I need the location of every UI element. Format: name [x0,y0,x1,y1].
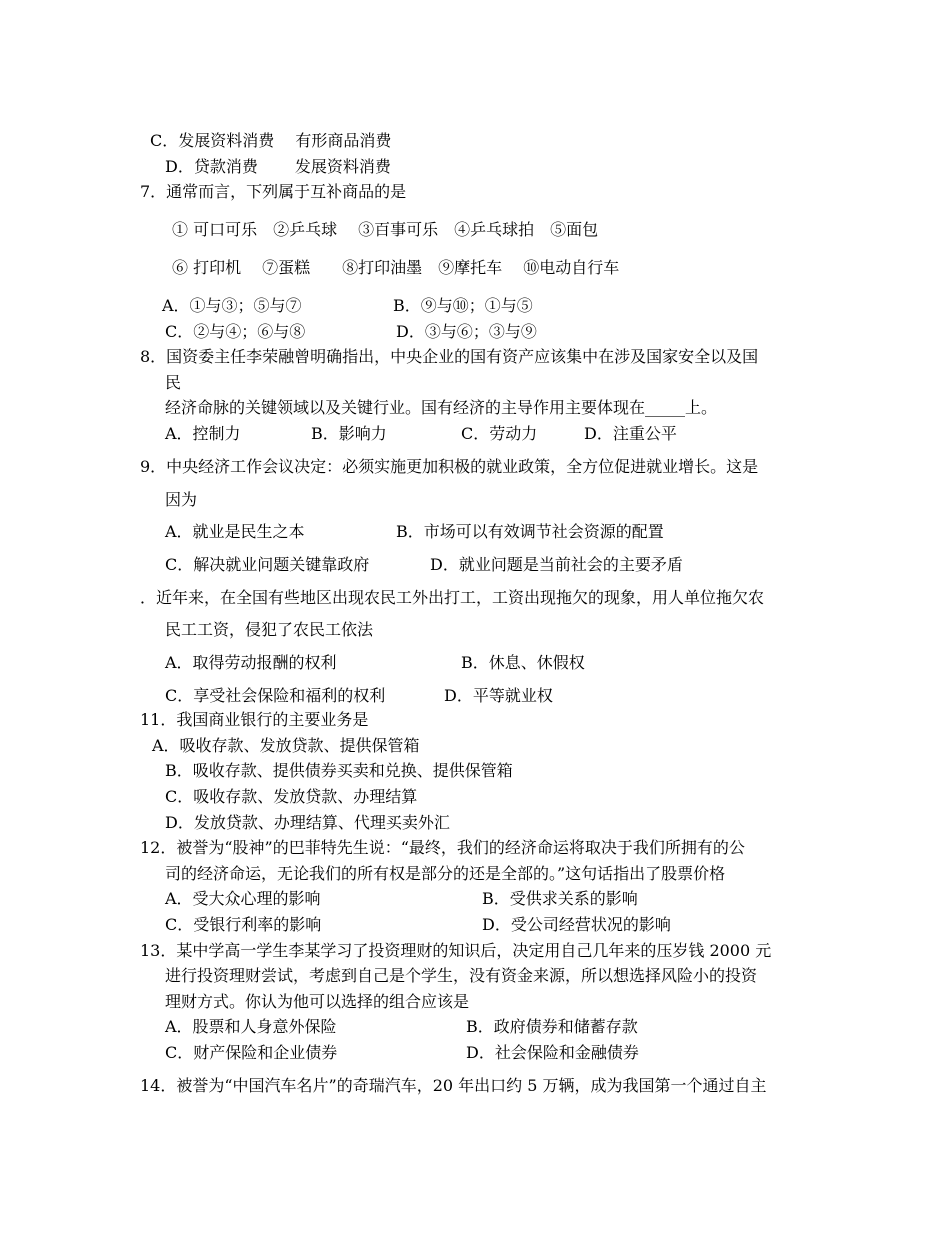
q7-option-d: D．③与⑥；③与⑨ [396,322,537,341]
q13-stem-line-3: 理财方式。你认为他可以选择的组合应该是 [165,992,470,1011]
q8-stem-line-1: 8．国资委主任李荣融曾明确指出，中央企业的国有资产应该集中在涉及国家安全以及国 [140,347,759,366]
q8-option-c: C．劳动力 [461,424,538,443]
q13-stem-line-1: 13．某中学高一学生李某学习了投资理财的知识后，决定用自己几年来的压岁钱 2000 元 [140,941,772,960]
q7-option-c: C．②与④；⑥与⑧ [165,322,306,341]
q12-stem-line-1: 12．被誉为“股神”的巴菲特先生说：“最终，我们的经济命运将取决于我们所拥有的公 [140,838,745,857]
q10-stem-line-2: 民工工资，侵犯了农民工依法 [165,620,374,639]
q8-option-a: A．控制力 [165,424,241,443]
q13-option-c: C．财产保险和企业债券 [165,1043,338,1062]
q10-option-d: D．平等就业权 [444,686,553,705]
q7-option-a: A．①与③；⑤与⑦ [162,296,302,315]
q10-option-c: C．享受社会保险和福利的权利 [165,686,386,705]
q8-option-b: B．影响力 [311,424,387,443]
q7-stem: 7．通常而言，下列属于互补商品的是 [140,182,407,201]
q11-option-a: A．吸收存款、发放贷款、提供保管箱 [152,736,420,755]
q10-option-a: A．取得劳动报酬的权利 [165,653,337,672]
q6-option-c: C．发展资料消费 有形商品消费 [150,131,392,150]
q9-option-d: D．就业问题是当前社会的主要矛盾 [430,555,683,574]
q11-option-b: B．吸收存款、提供债券买卖和兑换、提供保管箱 [165,761,513,780]
q11-option-c: C．吸收存款、发放贷款、办理结算 [165,787,418,806]
q12-option-d: D．受公司经营状况的影响 [482,915,671,934]
q8-stem-line-3: 经济命脉的关键领域以及关键行业。国有经济的主导作用主要体现在_____上。 [165,398,718,417]
q10-option-b: B．休息、休假权 [461,653,585,672]
q7-items-row-1: ① 可口可乐 ②乒乓球 ③百事可乐 ④乒乓球拍 ⑤面包 [172,220,599,239]
q12-option-a: A．受大众心理的影响 [165,889,321,908]
q9-stem-line-1: 9．中央经济工作会议决定：必须实施更加积极的就业政策，全方位促进就业增长。这是 [140,457,759,476]
q13-stem-line-2: 进行投资理财尝试，考虑到自己是个学生，没有资金来源，所以想选择风险小的投资 [165,966,758,985]
q13-option-b: B．政府债券和储蓄存款 [466,1017,638,1036]
q12-option-b: B．受供求关系的影响 [482,889,638,908]
q12-stem-line-2: 司的经济命运，无论我们的所有权是部分的还是全部的。”这句话指出了股票价格 [165,864,726,883]
q7-items-row-2: ⑥ 打印机 ⑦蛋糕 ⑧打印油墨 ⑨摩托车 ⑩电动自行车 [172,258,620,277]
q11-option-d: D．发放贷款、办理结算、代理买卖外汇 [165,813,450,832]
q11-stem: 11．我国商业银行的主要业务是 [140,710,369,729]
q9-option-c: C．解决就业问题关键靠政府 [165,555,370,574]
q8-stem-line-2: 民 [165,373,182,392]
q9-option-b: B．市场可以有效调节社会资源的配置 [396,522,664,541]
q12-option-c: C．受银行利率的影响 [165,915,322,934]
q14-stem-line-1: 14．被誉为“中国汽车名片”的奇瑞汽车，20 年出口约 5 万辆，成为我国第一个通过自主 [140,1076,767,1095]
q9-stem-line-2: 因为 [165,490,198,509]
q8-option-d: D．注重公平 [584,424,677,443]
q13-option-a: A．股票和人身意外保险 [165,1017,337,1036]
q7-option-b: B．⑨与⑩；①与⑤ [393,296,533,315]
q6-option-d: D．贷款消费 发展资料消费 [165,157,391,176]
q13-option-d: D．社会保险和金融债券 [466,1043,639,1062]
q9-option-a: A．就业是民生之本 [165,522,305,541]
q10-stem-line-1: ．近年来，在全国有些地区出现农民工外出打工，工资出现拖欠的现象，用人单位拖欠农 [140,588,765,607]
